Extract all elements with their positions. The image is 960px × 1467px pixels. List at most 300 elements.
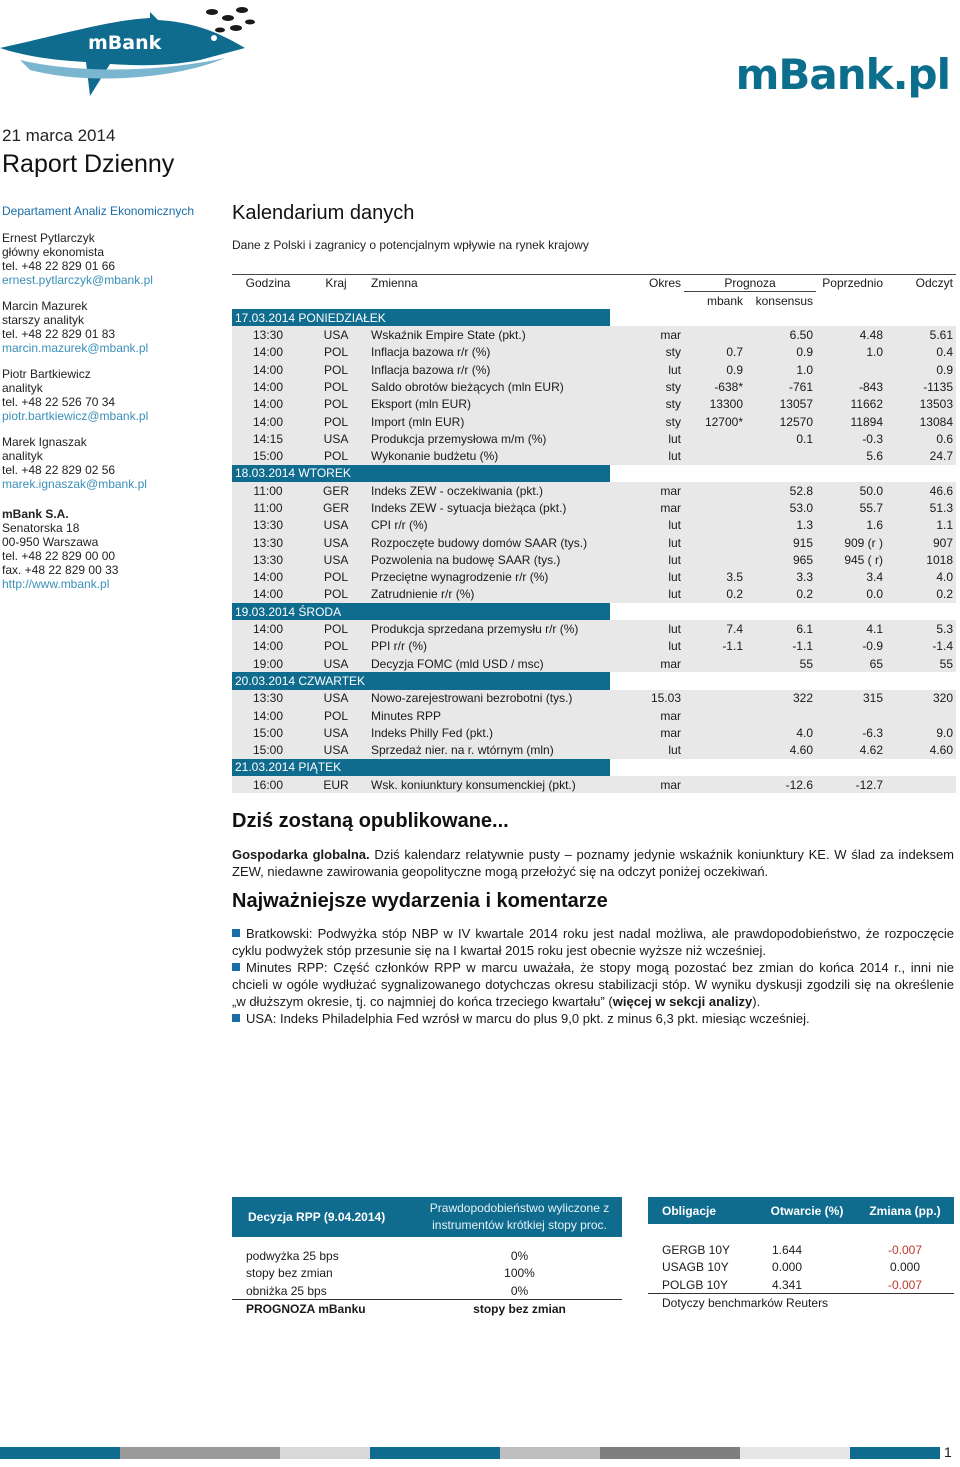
event-text: Minutes RPP: Część członków RPP w marcu uważała, że stopy mogą pozostać bez zmian do końca 2014 r., inni nie chcieli w ogóle wydłużać sygnalizowanego dotychczas okresu stabilizacji stóp. W wyniku dyskusji zgodzili się na określenie „w dłuższym okresie, tj. co najmniej do końca trzeciego kwartału” ( (232, 960, 954, 1009)
row-period: sty (610, 344, 684, 361)
event-text: USA: Indeks Philadelphia Fed wzrósł w marcu do plus 9,0 pkt. z minus 6,3 pkt. miesiąc wcześniej. (246, 1011, 810, 1026)
company-name: mBank S.A. (2, 507, 69, 521)
row-forecast-mbank (684, 655, 746, 672)
row-forecast-mbank: 12700* (684, 413, 746, 430)
row-previous: 55.7 (816, 499, 886, 516)
row-variable: Inflacja bazowa r/r (%) (368, 361, 610, 378)
row-forecast-mbank (684, 707, 746, 724)
footer-color-segment (280, 1447, 370, 1459)
row-country: USA (304, 517, 368, 534)
bond-footnote: Dotyczy benchmarków Reuters (648, 1294, 954, 1312)
brand-logo (0, 0, 270, 115)
rpp-probability: 0% (510, 1283, 529, 1298)
col-header-country: Kraj (304, 275, 368, 292)
row-forecast-consensus: 965 (746, 551, 816, 568)
bond-open: 0.000 (772, 1260, 803, 1275)
row-variable: Indeks Philly Fed (pkt.) (368, 724, 610, 741)
row-forecast-consensus: 1.3 (746, 517, 816, 534)
row-variable: Import (mln EUR) (368, 413, 610, 430)
row-variable: Przeciętne wynagrodzenie r/r (%) (368, 569, 610, 586)
row-period: sty (610, 413, 684, 430)
site-logo: mBank.pl (735, 50, 950, 99)
row-actual (886, 707, 956, 724)
row-time: 14:00 (232, 361, 304, 378)
row-forecast-mbank (684, 690, 746, 707)
row-country: USA (304, 326, 368, 343)
calendar-section (232, 202, 954, 252)
row-time: 13:30 (232, 551, 304, 568)
row-forecast-consensus: 322 (746, 690, 816, 707)
row-variable: Minutes RPP (368, 707, 610, 724)
row-time: 13:30 (232, 517, 304, 534)
col-header-forecast: Prognoza (684, 275, 816, 292)
row-variable: Wskaźnik Empire State (pkt.) (368, 326, 610, 343)
col-header-time: Godzina (232, 275, 304, 292)
company-website-link[interactable]: http://www.mbank.pl (2, 577, 110, 591)
row-forecast-mbank: 0.9 (684, 361, 746, 378)
row-country: POL (304, 707, 368, 724)
contact-email-link[interactable]: ernest.pytlarczyk@mbank.pl (2, 273, 153, 287)
contact-name: Ernest Pytlarczyk (2, 231, 95, 245)
row-forecast-mbank (684, 430, 746, 447)
row-period: mar (610, 326, 684, 343)
row-actual: 1018 (886, 551, 956, 568)
row-forecast-mbank (684, 447, 746, 464)
row-forecast-consensus: 1.0 (746, 361, 816, 378)
row-previous: 4.48 (816, 326, 886, 343)
row-variable: Pozwolenia na budowę SAAR (tys.) (368, 551, 610, 568)
contact-email-link[interactable]: marcin.mazurek@mbank.pl (2, 341, 149, 355)
events-title: Najważniejsze wydarzenia i komentarze (232, 890, 608, 912)
row-period: 15.03 (610, 690, 684, 707)
event-item (232, 925, 954, 959)
row-variable: CPI r/r (%) (368, 517, 610, 534)
row-forecast-consensus: 4.0 (746, 724, 816, 741)
calendar-row (232, 638, 956, 655)
footer-color-segment (120, 1447, 280, 1459)
row-country: USA (304, 724, 368, 741)
row-actual: 5.61 (886, 326, 956, 343)
shark-logo-icon (0, 0, 270, 115)
row-forecast-consensus: 0.9 (746, 344, 816, 361)
published-paragraph (232, 846, 954, 880)
bond-name: USAGB 10Y (662, 1260, 729, 1275)
contact-email-link[interactable]: marek.ignaszak@mbank.pl (2, 477, 147, 491)
company-fax: fax. +48 22 829 00 33 (2, 563, 119, 577)
row-previous: 4.1 (816, 620, 886, 637)
row-variable: Saldo obrotów bieżących (mln EUR) (368, 378, 610, 395)
footer-color-segment (850, 1447, 940, 1459)
row-time: 14:00 (232, 707, 304, 724)
report-title: Raport Dzienny (2, 150, 175, 178)
square-bullet-icon (232, 929, 240, 937)
bond-change: -0.007 (887, 1277, 923, 1292)
row-country: USA (304, 655, 368, 672)
row-previous: -843 (816, 378, 886, 395)
day-header-row (232, 465, 956, 482)
footer-color-segment (740, 1447, 850, 1459)
calendar-row (232, 534, 956, 551)
bond-change: 0.000 (889, 1260, 921, 1275)
row-variable: Rozpoczęte budowy domów SAAR (tys.) (368, 534, 610, 551)
row-actual: 4.0 (886, 569, 956, 586)
row-previous: -0.3 (816, 430, 886, 447)
calendar-title: Kalendarium danych (232, 202, 415, 224)
report-date: 21 marca 2014 (2, 126, 116, 145)
row-variable: Wykonanie budżetu (%) (368, 447, 610, 464)
row-time: 14:00 (232, 344, 304, 361)
row-forecast-mbank (684, 551, 746, 568)
day-header-row (232, 759, 956, 776)
row-actual: -1135 (886, 378, 956, 395)
row-forecast-consensus (746, 447, 816, 464)
contact-role: starszy analityk (2, 313, 85, 327)
row-country: USA (304, 551, 368, 568)
calendar-row (232, 344, 956, 361)
row-time: 11:00 (232, 499, 304, 516)
row-previous: 65 (816, 655, 886, 672)
row-actual: 907 (886, 534, 956, 551)
contact-name: Piotr Bartkiewicz (2, 367, 91, 381)
rpp-scenario: obniżka 25 bps (246, 1283, 327, 1298)
row-actual: 51.3 (886, 499, 956, 516)
row-period: lut (610, 569, 684, 586)
row-variable: Inflacja bazowa r/r (%) (368, 344, 610, 361)
row-previous: 11894 (816, 413, 886, 430)
row-forecast-consensus: 4.60 (746, 742, 816, 759)
calendar-row (232, 776, 956, 793)
row-period: mar (610, 499, 684, 516)
calendar-row (232, 378, 956, 395)
rpp-row (232, 1247, 622, 1265)
contact-card (2, 299, 224, 355)
calendar-row (232, 724, 956, 741)
rpp-probability: 0% (510, 1248, 529, 1263)
rpp-header-probability: Prawdopodobieństwo wyliczone z instrumentów krótkiej stopy proc. (417, 1197, 622, 1237)
row-forecast-mbank (684, 326, 746, 343)
contact-name: Marek Ignaszak (2, 435, 87, 449)
row-country: USA (304, 690, 368, 707)
row-actual: 1.1 (886, 517, 956, 534)
calendar-row (232, 707, 956, 724)
row-forecast-mbank (684, 517, 746, 534)
day-header-row (232, 309, 956, 326)
row-forecast-consensus: 6.50 (746, 326, 816, 343)
row-previous (816, 707, 886, 724)
bond-header-change: Zmiana (pp.) (856, 1197, 954, 1224)
company-phone: tel. +48 22 829 00 00 (2, 549, 116, 563)
contact-email-link[interactable]: piotr.bartkiewicz@mbank.pl (2, 409, 149, 423)
row-forecast-consensus: -761 (746, 378, 816, 395)
contact-phone: tel. +48 22 829 02 56 (2, 463, 116, 477)
row-previous: 1.6 (816, 517, 886, 534)
row-forecast-consensus (746, 707, 816, 724)
row-forecast-mbank (684, 776, 746, 793)
row-actual (886, 776, 956, 793)
rpp-forecast-value: stopy bez zmian (417, 1300, 622, 1318)
row-forecast-consensus: 13057 (746, 396, 816, 413)
bond-row (648, 1241, 954, 1259)
event-item (232, 1010, 954, 1027)
row-period: lut (610, 638, 684, 655)
row-variable: Wsk. koniunktury konsumenckiej (pkt.) (368, 776, 610, 793)
contact-phone: tel. +48 22 829 01 83 (2, 327, 116, 341)
bond-name: POLGB 10Y (662, 1277, 729, 1292)
row-period: lut (610, 551, 684, 568)
row-previous: 5.6 (816, 447, 886, 464)
row-time: 14:00 (232, 620, 304, 637)
row-actual: 46.6 (886, 482, 956, 499)
row-actual: 9.0 (886, 724, 956, 741)
row-country: USA (304, 742, 368, 759)
contact-role: analityk (2, 449, 43, 463)
row-previous: -6.3 (816, 724, 886, 741)
calendar-row (232, 447, 956, 464)
row-variable: Indeks ZEW - oczekiwania (pkt.) (368, 482, 610, 499)
calendar-row (232, 326, 956, 343)
calendar-row (232, 482, 956, 499)
row-time: 11:00 (232, 482, 304, 499)
rpp-decision-table (232, 1197, 622, 1317)
calendar-row (232, 742, 956, 759)
calendar-row (232, 690, 956, 707)
row-period: mar (610, 482, 684, 499)
row-forecast-consensus: 52.8 (746, 482, 816, 499)
row-forecast-consensus: 0.1 (746, 430, 816, 447)
day-header-row (232, 603, 956, 620)
bond-open: 4.341 (772, 1277, 803, 1292)
row-actual: 0.2 (886, 586, 956, 603)
events-list (232, 925, 954, 1027)
row-period: mar (610, 776, 684, 793)
row-variable: Eksport (mln EUR) (368, 396, 610, 413)
row-time: 13:30 (232, 326, 304, 343)
row-country: USA (304, 430, 368, 447)
rpp-row (232, 1282, 622, 1300)
contact-role: główny ekonomista (2, 245, 105, 259)
row-actual: -1.4 (886, 638, 956, 655)
row-forecast-mbank (684, 534, 746, 551)
row-actual: 5.3 (886, 620, 956, 637)
row-period: lut (610, 742, 684, 759)
company-info (2, 507, 224, 591)
calendar-table (232, 274, 956, 793)
contact-card (2, 367, 224, 423)
row-period: lut (610, 430, 684, 447)
row-previous: 50.0 (816, 482, 886, 499)
page-number: 1 (944, 1444, 952, 1460)
row-time: 14:00 (232, 586, 304, 603)
col-header-actual: Odczyt (886, 275, 956, 292)
square-bullet-icon (232, 1014, 240, 1022)
row-country: POL (304, 344, 368, 361)
row-country: POL (304, 413, 368, 430)
row-previous: -0.9 (816, 638, 886, 655)
row-previous: 3.4 (816, 569, 886, 586)
rpp-scenario: stopy bez zmian (246, 1266, 333, 1281)
row-time: 15:00 (232, 447, 304, 464)
row-forecast-mbank: -1.1 (684, 638, 746, 655)
row-previous: 945 ( r) (816, 551, 886, 568)
row-variable: Zatrudnienie r/r (%) (368, 586, 610, 603)
row-variable: Produkcja przemysłowa m/m (%) (368, 430, 610, 447)
calendar-row (232, 413, 956, 430)
row-time: 13:30 (232, 534, 304, 551)
row-variable: Sprzedaż nier. na r. wtórnym (mln) (368, 742, 610, 759)
row-previous: 0.0 (816, 586, 886, 603)
row-forecast-mbank (684, 742, 746, 759)
footer-color-segment (500, 1447, 600, 1459)
row-actual: 13084 (886, 413, 956, 430)
sidebar (2, 204, 224, 591)
row-variable: Indeks ZEW - sytuacja bieżąca (pkt.) (368, 499, 610, 516)
event-item (232, 959, 954, 1010)
calendar-row (232, 430, 956, 447)
day-label: 20.03.2014 CZWARTEK (232, 672, 610, 689)
rpp-header-decision: Decyzja RPP (9.04.2014) (232, 1197, 417, 1237)
row-forecast-mbank: 3.5 (684, 569, 746, 586)
row-period: sty (610, 396, 684, 413)
row-forecast-consensus: 6.1 (746, 620, 816, 637)
row-country: GER (304, 499, 368, 516)
bond-header-name: Obligacje (648, 1197, 758, 1224)
contact-role: analityk (2, 381, 43, 395)
bond-name: GERGB 10Y (662, 1242, 731, 1257)
day-label: 21.03.2014 PIĄTEK (232, 759, 610, 776)
row-country: POL (304, 378, 368, 395)
row-time: 19:00 (232, 655, 304, 672)
row-forecast-consensus: 915 (746, 534, 816, 551)
row-time: 16:00 (232, 776, 304, 793)
row-previous: 1.0 (816, 344, 886, 361)
calendar-row (232, 620, 956, 637)
row-actual: 24.7 (886, 447, 956, 464)
published-lead: Gospodarka globalna. (232, 847, 370, 862)
row-country: USA (304, 534, 368, 551)
row-country: POL (304, 620, 368, 637)
row-period: mar (610, 707, 684, 724)
calendar-subtitle: Dane z Polski i zagranicy o potencjalnym wpływie na rynek krajowy (232, 238, 589, 252)
row-period: lut (610, 534, 684, 551)
row-actual: 0.9 (886, 361, 956, 378)
row-actual: 0.6 (886, 430, 956, 447)
calendar-row (232, 361, 956, 378)
footer-color-bar (0, 1447, 940, 1459)
bond-yields-table (648, 1197, 954, 1311)
row-country: POL (304, 396, 368, 413)
row-forecast-mbank: -638* (684, 378, 746, 395)
row-period: lut (610, 620, 684, 637)
day-header-row (232, 672, 956, 689)
contact-card (2, 231, 224, 287)
row-forecast-consensus: -12.6 (746, 776, 816, 793)
calendar-row (232, 569, 956, 586)
calendar-row (232, 655, 956, 672)
day-label: 18.03.2014 WTOREK (232, 465, 610, 482)
calendar-row (232, 551, 956, 568)
row-country: EUR (304, 776, 368, 793)
row-forecast-consensus: 12570 (746, 413, 816, 430)
row-actual: 55 (886, 655, 956, 672)
row-variable: Nowo-zarejestrowani bezrobotni (tys.) (368, 690, 610, 707)
rpp-row (232, 1265, 622, 1283)
footer-color-segment (370, 1447, 500, 1459)
row-actual: 0.4 (886, 344, 956, 361)
row-actual: 13503 (886, 396, 956, 413)
col-header-mbank: mbank (684, 292, 746, 309)
row-variable: Decyzja FOMC (mld USD / msc) (368, 655, 610, 672)
company-street: Senatorska 18 (2, 521, 80, 535)
col-header-previous: Poprzednio (816, 275, 886, 292)
row-time: 14:00 (232, 638, 304, 655)
row-time: 13:30 (232, 690, 304, 707)
row-country: GER (304, 482, 368, 499)
row-forecast-mbank: 7.4 (684, 620, 746, 637)
row-country: POL (304, 586, 368, 603)
bond-footer-row (648, 1294, 954, 1312)
row-forecast-mbank (684, 724, 746, 741)
row-forecast-mbank (684, 482, 746, 499)
analysis-section-link[interactable]: więcej w sekcji analizy (612, 994, 753, 1009)
bond-row (648, 1259, 954, 1277)
row-country: POL (304, 638, 368, 655)
row-forecast-consensus: 55 (746, 655, 816, 672)
row-forecast-mbank (684, 499, 746, 516)
contact-name: Marcin Mazurek (2, 299, 88, 313)
row-time: 15:00 (232, 724, 304, 741)
contact-phone: tel. +48 22 829 01 66 (2, 259, 116, 273)
row-previous: 909 (r ) (816, 534, 886, 551)
row-period: mar (610, 655, 684, 672)
row-previous: -12.7 (816, 776, 886, 793)
company-city: 00-950 Warszawa (2, 535, 99, 549)
row-country: POL (304, 447, 368, 464)
row-time: 14:15 (232, 430, 304, 447)
row-period: sty (610, 378, 684, 395)
row-time: 14:00 (232, 396, 304, 413)
row-country: POL (304, 569, 368, 586)
row-time: 15:00 (232, 742, 304, 759)
row-time: 14:00 (232, 413, 304, 430)
row-forecast-mbank: 0.2 (684, 586, 746, 603)
day-label: 17.03.2014 PONIEDZIAŁEK (232, 309, 610, 326)
published-title: Dziś zostaną opublikowane... (232, 810, 509, 832)
published-text: Dziś kalendarz relatywnie pusty – poznamy jedynie wskaźnik koniunktury KE. W ślad za indeksem ZEW, niedawne zawirowania geopolityczne mogą przełożyć się na odczyt poniżej oczekiwań. (232, 847, 954, 879)
row-country: POL (304, 361, 368, 378)
row-variable: Produkcja sprzedana przemysłu r/r (%) (368, 620, 610, 637)
calendar-row (232, 586, 956, 603)
row-period: lut (610, 447, 684, 464)
row-forecast-mbank: 0.7 (684, 344, 746, 361)
rpp-scenario: podwyżka 25 bps (246, 1248, 339, 1263)
calendar-row (232, 396, 956, 413)
square-bullet-icon (232, 963, 240, 971)
rpp-forecast-label: PROGNOZA mBanku (232, 1300, 417, 1318)
bond-row (648, 1276, 954, 1294)
row-forecast-consensus: 0.2 (746, 586, 816, 603)
rpp-forecast-row (232, 1300, 622, 1318)
contact-phone: tel. +48 22 526 70 34 (2, 395, 116, 409)
row-forecast-mbank: 13300 (684, 396, 746, 413)
department-name: Departament Analiz Ekonomicznych (2, 204, 195, 218)
row-time: 14:00 (232, 569, 304, 586)
col-header-variable: Zmienna (368, 275, 610, 292)
rpp-probability: 100% (504, 1266, 535, 1281)
row-variable: PPI r/r (%) (368, 638, 610, 655)
row-previous: 4.62 (816, 742, 886, 759)
bond-change: -0.007 (887, 1242, 923, 1257)
calendar-row (232, 499, 956, 516)
